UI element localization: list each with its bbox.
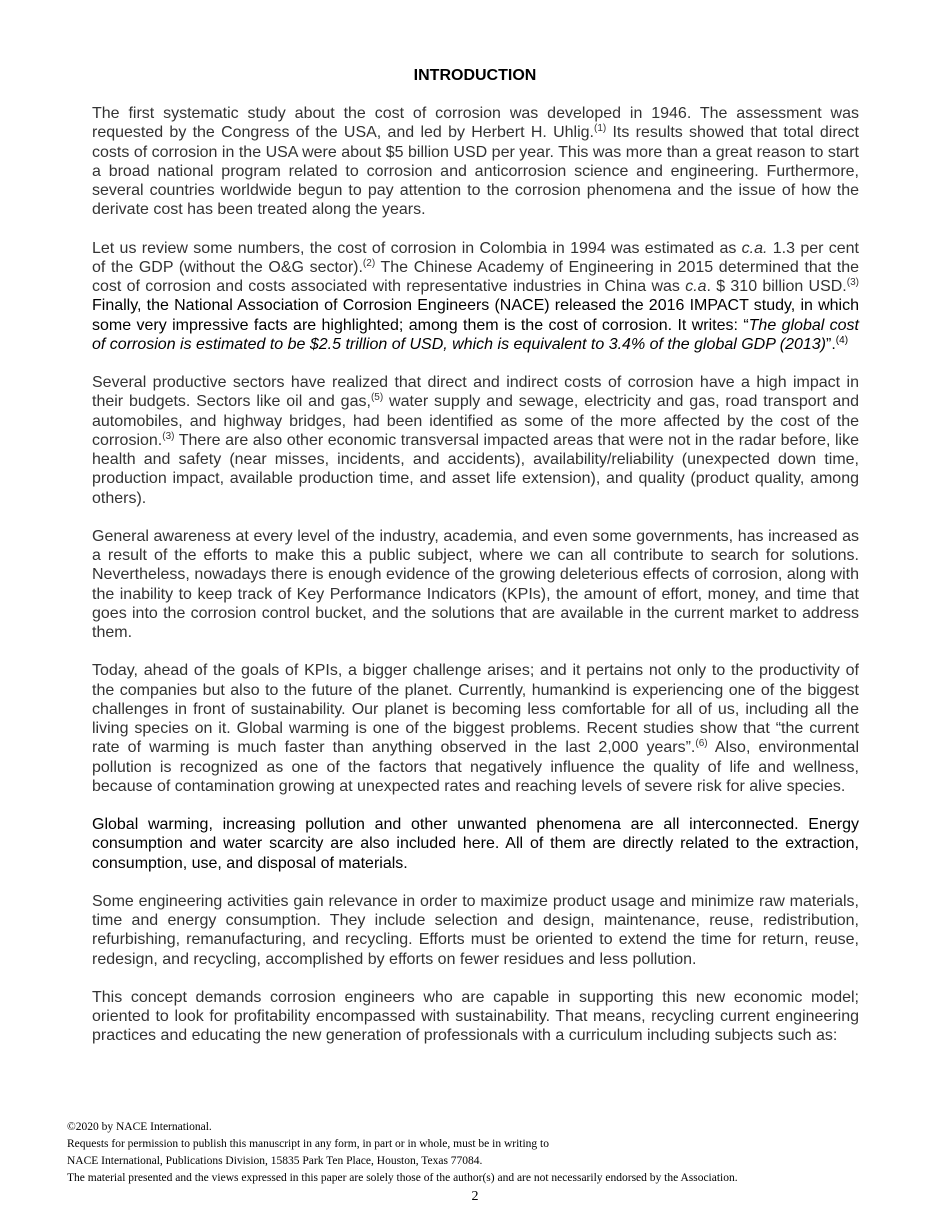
italic-abbrev: c.a	[685, 278, 707, 295]
text-run: Today, ahead of the goals of KPIs, a bigger challenge arises; and it pertains not only to the productivity of the companies but also to the future of the planet. Currently, humankind is experiencing one of the biggest challenges in front of sustainability. Our planet is becoming less comfortable for all of us, including all the living species on it. Global warming is one of the biggest problems. Recent studies show that “the current rate of warming is much faster than anything observed in the last 2,000 years”.	[92, 662, 859, 757]
footer-disclaimer: The material presented and the views expressed in this paper are solely those of the author(s) and are not necessarily endorsed by the Association.	[67, 1172, 738, 1184]
paragraph-8: This concept demands corrosion engineers who are capable in supporting this new economic model; oriented to look for profitability encompassed with sustainability. That means, recycling current engineering practices and educating the new generation of professionals with a curriculum including subjects such as:	[92, 988, 859, 1045]
paragraph-5	[92, 661, 859, 796]
citation-ref: (1)	[594, 123, 607, 135]
paragraph-3	[92, 373, 859, 508]
footer-permission: Requests for permission to publish this manuscript in any form, in part or in whole, must be in writing to	[67, 1138, 549, 1150]
text-run: Let us review some numbers, the cost of corrosion in Colombia in 1994 was estimated as	[92, 239, 742, 257]
italic-abbrev: c.a.	[741, 239, 768, 257]
footer-copyright: ©2020 by NACE International.	[67, 1121, 212, 1133]
section-heading: INTRODUCTION	[413, 67, 537, 84]
text-run: water supply and sewage, electricity and gas, road transport and automobiles, and highway bridges, had been identified as some of the more affected by the cost of the corrosion.	[92, 393, 860, 449]
citation-ref: (3)	[846, 277, 859, 288]
text-run: Finally, the National Association of Corrosion Engineers (NACE) released the 2016 IMPACT study, in which some very impressive facts are highlighted; among them is the cost of corrosion. It writes: “	[92, 297, 859, 334]
paragraph-2	[92, 239, 859, 355]
footer-address: NACE International, Publications Division, 15835 Park Ten Place, Houston, Texas 77084.	[67, 1155, 483, 1167]
copyright-footer	[67, 1119, 907, 1187]
paragraph-1	[92, 104, 859, 220]
paragraph-6: Global warming, increasing pollution and other unwanted phenomena are all interconnected. Energy consumption and water scarcity are also included here. All of them are directly related to the extraction, consumption, use, and disposal of materials.	[92, 816, 859, 872]
page-number: 2	[471, 1189, 479, 1204]
citation-ref: (4)	[835, 334, 849, 346]
text-run: Several productive sectors have realized that direct and indirect costs of corrosion have a high impact in their budgets. Sectors like oil and gas,	[92, 374, 859, 411]
text-run: ”.	[826, 335, 836, 353]
body-text	[92, 104, 859, 1065]
text-run: Its results showed that total direct costs of corrosion in the USA were about $5 billion USD per year. This was more than a great reason to start a broad national program related to corrosion and anticorrosion science and engineering. Furthermore, several countries worldwide begun to pay attention to the corrosion phenomena and the issue of how the derivate cost has been treated along the years.	[92, 124, 859, 219]
text-run: The first systematic study about the cost of corrosion was developed in 1946. The assessment was requested by the Congress of the USA, and led by Herbert H. Uhlig.	[92, 105, 859, 142]
text-run: The Chinese Academy of Engineering in 2015 determined that the cost of corrosion and costs associated with representative industries in China was	[92, 258, 860, 295]
citation-ref: (2)	[362, 257, 376, 269]
text-run: 1.3 per cent of the GDP (without the O&G sector).	[92, 239, 860, 276]
paragraph-7: Some engineering activities gain relevance in order to maximize product usage and minimize raw materials, time and energy consumption. They include selection and design, maintenance, reuse, redistribution, refurbishing, remanufacturing, and recycling. Efforts must be oriented to extend the time for return, reuse, redesign, and recycling, accomplished by efforts on fewer residues and less pollution.	[92, 892, 859, 968]
citation-ref: (5)	[370, 392, 384, 404]
text-run: . $ 310 billion USD.	[706, 278, 847, 295]
citation-ref: (6)	[695, 738, 708, 750]
italic-quote: The global cost of corrosion is estimated to be $2.5 trillion of USD, which is equivalent to 3.4% of the global GDP (2013)	[92, 316, 859, 353]
citation-ref: (3)	[162, 430, 175, 442]
text-run: There are also other economic transversal impacted areas that were not in the radar before, like health and safety (near misses, incidents, and accidents), availability/reliability (unexpected down time, production impact, available production time, and asset life extension), and quality (product quality, among others).	[92, 431, 859, 507]
paragraph-4: General awareness at every level of the industry, academia, and even some governments, has increased as a result of the efforts to make this a public subject, where we can all contribute to search for solutions. Nevertheless, nowadays there is enough evidence of the growing deleterious effects of corrosion, along with the inability to keep track of Key Performance Indicators (KPIs), the amount of effort, money, and time that goes into the corrosion control bucket, and the solutions that are available in the current market to address them.	[92, 527, 859, 641]
text-run: Also, environmental pollution is recognized as one of the factors that negatively influence the quality of life and wellness, because of contamination growing at unexpected rates and reaching levels of severe risk for alive species.	[92, 739, 859, 795]
